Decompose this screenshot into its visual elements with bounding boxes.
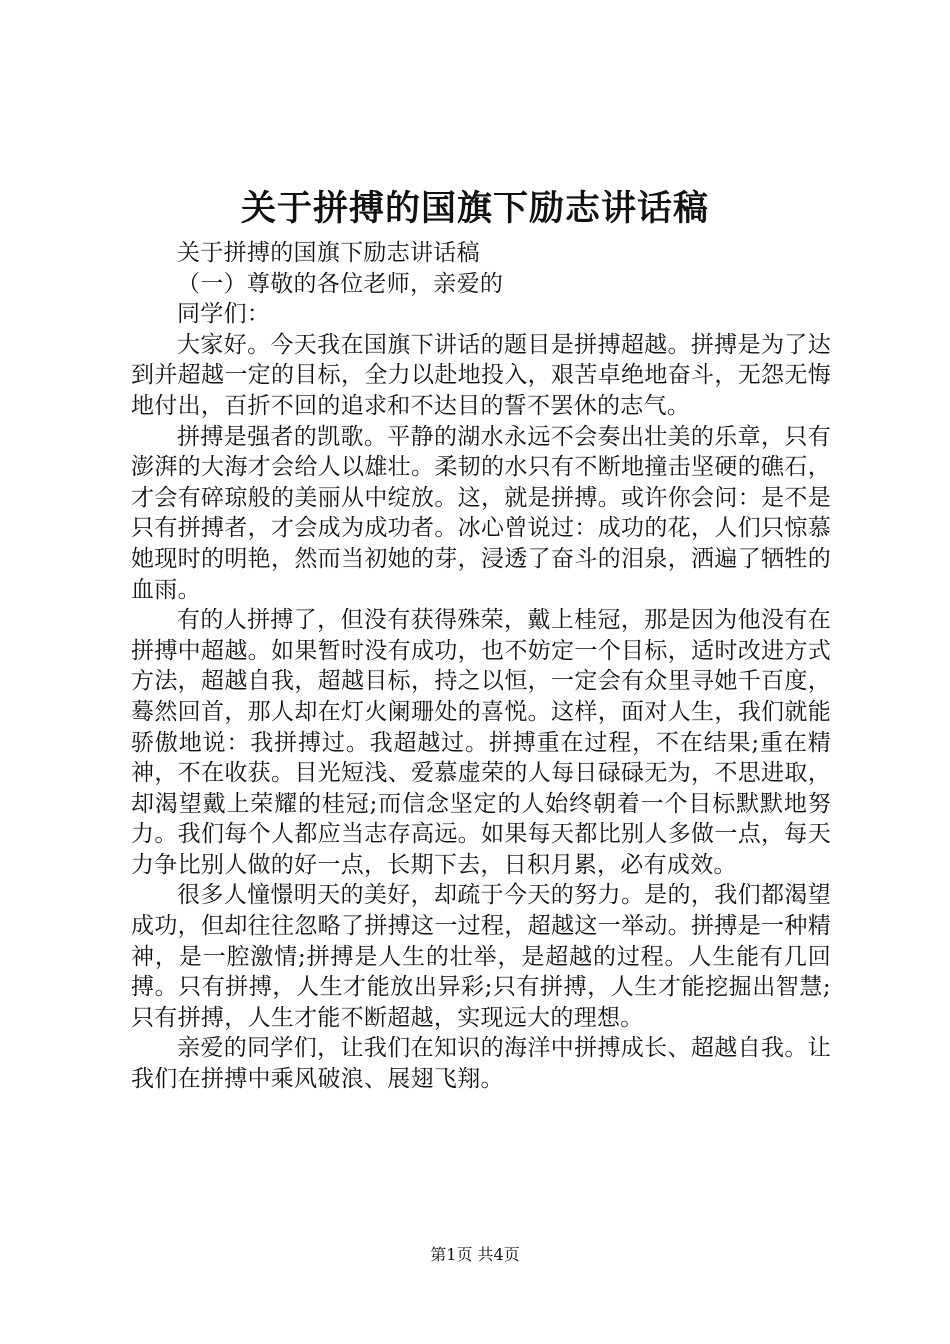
paragraph-5: 亲爱的同学们，让我们在知识的海洋中拼搏成长、超越自我。让我们在拼搏中乘风破浪、展翅飞翔。 bbox=[131, 1035, 831, 1093]
page-indicator: 第1页 共4页 bbox=[430, 1245, 520, 1264]
paragraph-2: 拼搏是强者的凯歌。平静的湖水永远不会奏出壮美的乐章，只有澎湃的大海才会给人以雄壮。柔韧的水只有不断地撞击坚硬的礁石，才会有碎琼般的美丽从中绽放。这，就是拼搏。或许你会问：是不是只有拼搏者，才会成为成功者。冰心曾说过：成功的花，人们只惊慕她现时的明艳，然而当初她的芽，浸透了奋斗的泪泉，洒遍了牺牲的血雨。 bbox=[131, 423, 831, 603]
paragraph-salutation-cont: 同学们： bbox=[177, 301, 271, 328]
paragraph-4: 很多人憧憬明天的美好，却疏于今天的努力。是的，我们都渴望成功，但却往往忽略了拼搏这一过程，超越这一举动。拼搏是一种精神，是一腔激情;拼搏是人生的壮举，是超越的过程。人生能有几回搏。只有拼搏，人生才能放出异彩;只有拼搏，人生才能挖掘出智慧;只有拼搏，人生才能不断超越，实现远大的理想。 bbox=[131, 882, 831, 1031]
paragraph-salutation: （一）尊敬的各位老师，亲爱的 bbox=[177, 270, 504, 297]
paragraph-1: 大家好。今天我在国旗下讲话的题目是拼搏超越。拼搏是为了达到并超越一定的目标，全力以赴地投入，艰苦卓绝地奋斗，无怨无悔地付出，百折不回的追求和不达目的誓不罢休的志气。 bbox=[131, 331, 831, 419]
document-body bbox=[131, 238, 831, 1095]
document-title: 关于拼搏的国旗下励志讲话稿 bbox=[240, 188, 709, 229]
paragraph-3: 有的人拼搏了，但没有获得殊荣，戴上桂冠，那是因为他没有在拼搏中超越。如果暂时没有成功，也不妨定一个目标，适时改进方式方法，超越自我，超越目标，持之以恒，一定会有众里寻她千百度，蓦然回首，那人却在灯火阑珊处的喜悦。这样，面对人生，我们就能骄傲地说：我拼搏过。我超越过。拼搏重在过程，不在结果;重在精神，不在收获。目光短浅、爱慕虚荣的人每日碌碌无为，不思进取，却渴望戴上荣耀的桂冠;而信念坚定的人始终朝着一个目标默默地努力。我们每个人都应当志存高远。如果每天都比别人多做一点，每天力争比别人做的好一点，长期下去，日积月累，必有成效。 bbox=[131, 607, 831, 878]
paragraph-heading: 关于拼搏的国旗下励志讲话稿 bbox=[177, 240, 480, 266]
